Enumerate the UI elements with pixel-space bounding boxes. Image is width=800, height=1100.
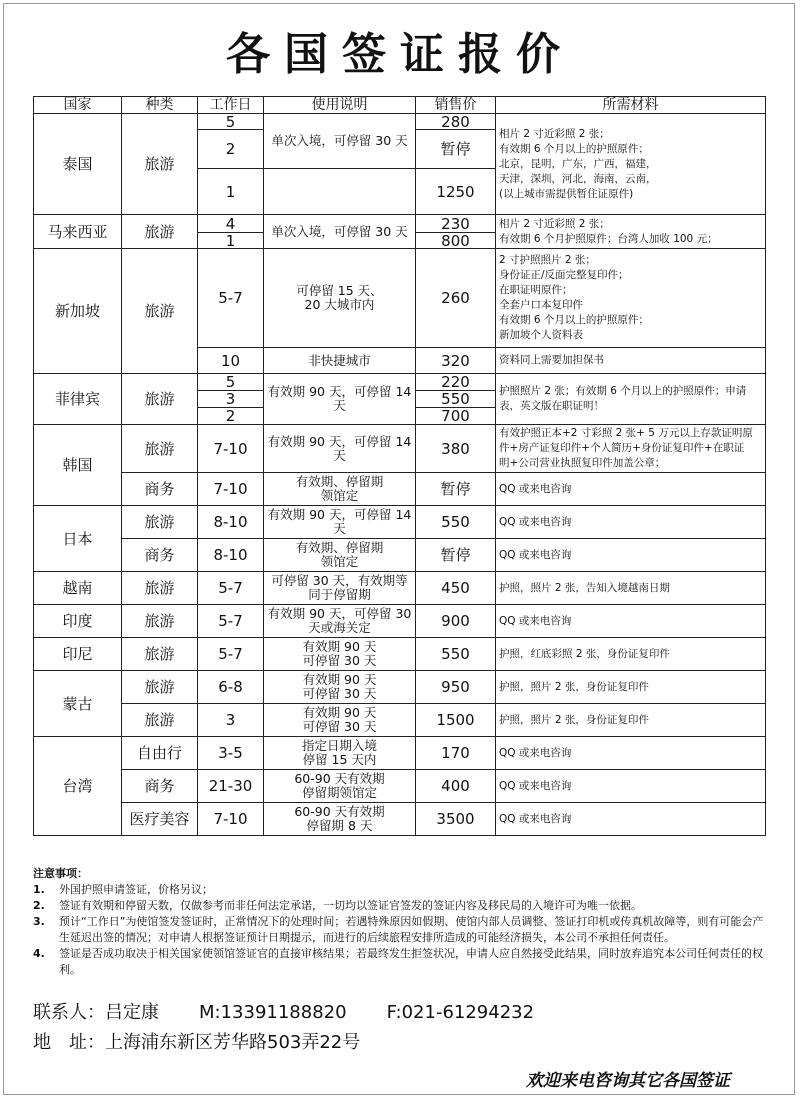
- days-cell: 6-8: [198, 671, 264, 704]
- days-cell: 5-7: [198, 605, 264, 638]
- welcome-slogan: 欢迎来电咨询其它各国签证: [526, 1071, 730, 1091]
- price-cell: 700: [416, 408, 496, 425]
- usage-cell: 有效期 90 天 可停留 30 天: [264, 638, 416, 671]
- days-cell: 8-10: [198, 506, 264, 539]
- table-row: [34, 737, 766, 770]
- price-cell: 550: [416, 391, 496, 408]
- days-cell: 5-7: [198, 572, 264, 605]
- price-cell: 380: [416, 425, 496, 473]
- materials-cell: 相片 2 寸近彩照 2 张； 有效期 6 个月护照原件；台湾人加收 100 元；: [496, 215, 766, 249]
- note-item: 2. 签证有效期和停留天数，仅做参考而非任何法定承诺，一切均以签证官签发的签证内容及移民局的入境许可为唯一依据。: [33, 899, 642, 912]
- days-cell: 2: [198, 130, 264, 169]
- price-cell: 260: [416, 249, 496, 348]
- usage-cell: 有效期 90 天 可停留 30 天: [264, 704, 416, 737]
- country-cell: 菲律宾: [34, 374, 122, 425]
- materials-cell: 护照，照片 2 张，身份证复印件: [496, 671, 766, 704]
- days-cell: 5: [198, 114, 264, 130]
- country-cell: 马来西亚: [34, 215, 122, 249]
- type-cell: 旅游: [122, 671, 198, 704]
- days-cell: 4: [198, 215, 264, 233]
- country-cell: 印尼: [34, 638, 122, 671]
- header-country: 国家: [34, 97, 122, 114]
- header-workdays: 工作日: [198, 97, 264, 114]
- type-cell: 旅游: [122, 506, 198, 539]
- contact-address: 地 址：上海浦东新区芳华路503弄22号: [33, 1032, 361, 1053]
- price-cell: 280: [416, 114, 496, 130]
- contact-mobile: M:13391188820: [199, 1002, 347, 1023]
- type-cell: 旅游: [122, 605, 198, 638]
- usage-cell: 有效期、停留期 领馆定: [264, 539, 416, 572]
- days-cell: 1: [198, 233, 264, 249]
- type-cell: 旅游: [122, 374, 198, 425]
- table-row: [34, 114, 766, 130]
- price-cell: 暂停: [416, 130, 496, 169]
- usage-cell: 可停留 30 天，有效期等 同于停留期: [264, 572, 416, 605]
- usage-cell: 有效期、停留期 领馆定: [264, 473, 416, 506]
- table-row: [34, 374, 766, 391]
- price-cell: 900: [416, 605, 496, 638]
- note-item: 1. 外国护照申请签证，价格另议；: [33, 883, 213, 896]
- country-cell: 越南: [34, 572, 122, 605]
- country-cell: 台湾: [34, 737, 122, 836]
- materials-cell: QQ 或来电咨询: [496, 737, 766, 770]
- type-cell: 旅游: [122, 704, 198, 737]
- usage-cell: 可停留 15 天、 20 大城市内: [264, 249, 416, 348]
- table-row: [34, 671, 766, 704]
- days-cell: 5-7: [198, 638, 264, 671]
- table-row: [34, 638, 766, 671]
- header-materials: 所需材料: [496, 97, 766, 114]
- type-cell: 医疗美容: [122, 803, 198, 836]
- table-row: [34, 605, 766, 638]
- days-cell: 3: [198, 704, 264, 737]
- usage-cell: 有效期 90 天 可停留 30 天: [264, 671, 416, 704]
- type-cell: 旅游: [122, 425, 198, 473]
- days-cell: 3-5: [198, 737, 264, 770]
- notes-title: 注意事项：: [33, 867, 88, 880]
- days-cell: 3: [198, 391, 264, 408]
- table-row: [34, 425, 766, 473]
- usage-cell: 指定日期入境 停留 15 天内: [264, 737, 416, 770]
- usage-cell: 有效期 90 天，可停留 14 天: [264, 506, 416, 539]
- days-cell: 7-10: [198, 473, 264, 506]
- usage-cell: 单次入境，可停留 30 天: [264, 215, 416, 249]
- table-header-row: [34, 97, 766, 114]
- days-cell: 2: [198, 408, 264, 425]
- materials-cell: QQ 或来电咨询: [496, 539, 766, 572]
- type-cell: 旅游: [122, 638, 198, 671]
- contact-person: 联系人：吕定康: [33, 1002, 159, 1023]
- price-cell: 550: [416, 638, 496, 671]
- table-row: [34, 572, 766, 605]
- country-cell: 韩国: [34, 425, 122, 506]
- table-row: [34, 249, 766, 348]
- price-cell: 1250: [416, 169, 496, 215]
- table-row: [34, 803, 766, 836]
- price-cell: 1500: [416, 704, 496, 737]
- table-row: [34, 506, 766, 539]
- materials-cell: 相片 2 寸近彩照 2 张； 有效期 6 个月以上的护照原件； 北京，昆明，广东，广西，福建， 天津，深圳，河北，海南，云南， (以上城市需提供暂住证原件): [496, 114, 766, 215]
- table-row: [34, 539, 766, 572]
- notes-section: [33, 866, 768, 978]
- country-cell: 泰国: [34, 114, 122, 215]
- type-cell: 旅游: [122, 249, 198, 374]
- price-cell: 400: [416, 770, 496, 803]
- type-cell: 旅游: [122, 215, 198, 249]
- price-cell: 950: [416, 671, 496, 704]
- usage-cell-empty: [264, 169, 416, 215]
- days-cell: 7-10: [198, 425, 264, 473]
- usage-cell: 非快捷城市: [264, 348, 416, 374]
- type-cell: 商务: [122, 539, 198, 572]
- table-row: [34, 770, 766, 803]
- price-cell: 暂停: [416, 539, 496, 572]
- price-cell: 320: [416, 348, 496, 374]
- note-item: 3. 预计“工作日”为使馆签发签证时，正常情况下的处理时间；若遇特殊原因如假期、使馆内部人员调整、签证打印机或传真机故障等，则有可能会产生延迟出签的情况；对申请人根据签证预计日期提示，而进行的后续旅程安排所造成的可能经济损失，本公司不承担任何责任。: [33, 915, 764, 944]
- header-price: 销售价: [416, 97, 496, 114]
- header-usage: 使用说明: [264, 97, 416, 114]
- price-cell: 170: [416, 737, 496, 770]
- materials-cell: 资料同上需要加担保书: [496, 348, 766, 374]
- materials-cell: QQ 或来电咨询: [496, 770, 766, 803]
- type-cell: 商务: [122, 770, 198, 803]
- days-cell: 8-10: [198, 539, 264, 572]
- table-row: [34, 704, 766, 737]
- contact-section: [33, 998, 574, 1058]
- materials-cell: 护照照片 2 张；有效期 6 个月以上的护照原件；申请 表，英文版在职证明！: [496, 374, 766, 425]
- price-cell: 550: [416, 506, 496, 539]
- country-cell: 蒙古: [34, 671, 122, 737]
- price-cell: 3500: [416, 803, 496, 836]
- visa-price-table: [33, 96, 766, 836]
- type-cell: 旅游: [122, 114, 198, 215]
- price-cell: 450: [416, 572, 496, 605]
- table-row: [34, 215, 766, 233]
- materials-cell: QQ 或来电咨询: [496, 803, 766, 836]
- price-cell: 800: [416, 233, 496, 249]
- materials-cell: QQ 或来电咨询: [496, 506, 766, 539]
- days-cell: 5-7: [198, 249, 264, 348]
- header-type: 种类: [122, 97, 198, 114]
- usage-cell: 有效期 90 天，可停留 30 天或海关定: [264, 605, 416, 638]
- country-cell: 新加坡: [34, 249, 122, 374]
- country-cell: 日本: [34, 506, 122, 572]
- materials-cell: QQ 或来电咨询: [496, 605, 766, 638]
- days-cell: 1: [198, 169, 264, 215]
- note-item: 4. 签证是否成功取决于相关国家使领馆签证官的直接审核结果；若最终发生拒签状况，申请人应自然接受此结果，同时放弃追究本公司任何责任的权利。: [33, 947, 763, 976]
- usage-cell: 有效期 90 天，可停留 14 天: [264, 425, 416, 473]
- days-cell: 21-30: [198, 770, 264, 803]
- page-title: 各国签证报价: [226, 29, 574, 80]
- table-row: [34, 473, 766, 506]
- price-cell: 230: [416, 215, 496, 233]
- usage-cell: 60-90 天有效期 停留期领馆定: [264, 770, 416, 803]
- usage-cell: 有效期 90 天，可停留 14 天: [264, 374, 416, 425]
- days-cell: 5: [198, 374, 264, 391]
- usage-cell: 单次入境，可停留 30 天: [264, 114, 416, 169]
- materials-cell: 有效护照正本+2 寸彩照 2 张+ 5 万元以上存款证明原 件+房产证复印件+个人简历+身份证复印件+在职证 明+公司营业执照复印件加盖公章；: [496, 425, 766, 473]
- materials-cell: 护照，照片 2 张，身份证复印件: [496, 704, 766, 737]
- contact-fax: F:021-61294232: [386, 1002, 535, 1023]
- type-cell: 旅游: [122, 572, 198, 605]
- price-cell: 暂停: [416, 473, 496, 506]
- materials-cell: 护照，红底彩照 2 张，身份证复印件: [496, 638, 766, 671]
- days-cell: 7-10: [198, 803, 264, 836]
- type-cell: 自由行: [122, 737, 198, 770]
- price-cell: 220: [416, 374, 496, 391]
- type-cell: 商务: [122, 473, 198, 506]
- materials-cell: 2 寸护照照片 2 张； 身份证正/反面完整复印件； 在职证明原件； 全套户口本复印件 有效期 6 个月以上的护照原件； 新加坡个人资料表: [496, 249, 766, 348]
- materials-cell: 护照，照片 2 张，告知入境越南日期: [496, 572, 766, 605]
- usage-cell: 60-90 天有效期 停留期 8 天: [264, 803, 416, 836]
- materials-cell: QQ 或来电咨询: [496, 473, 766, 506]
- country-cell: 印度: [34, 605, 122, 638]
- days-cell: 10: [198, 348, 264, 374]
